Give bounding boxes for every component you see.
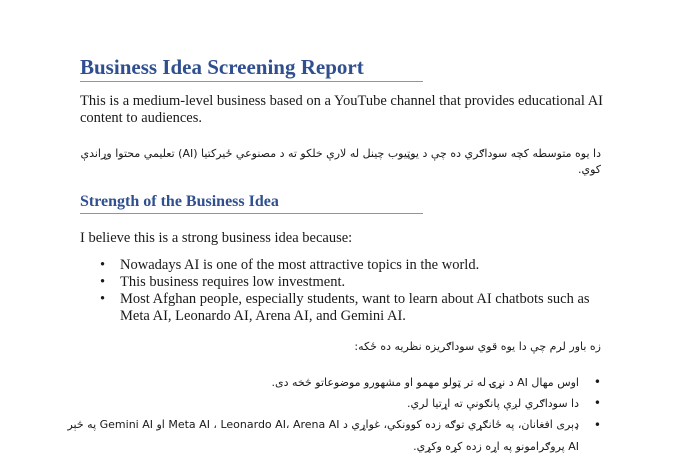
bullet-icon: • — [593, 418, 601, 432]
bullet-icon: • — [100, 274, 106, 290]
list-item — [80, 257, 620, 274]
list-item-text: This business requires low investment. — [120, 274, 346, 290]
list-item — [61, 414, 601, 458]
bullet-icon: • — [593, 375, 601, 389]
list-item-text: Nowadays AI is one of the most attractive topics in the world. — [120, 257, 480, 273]
list-item-text: دا سوداګري لږې پانګونې ته اړتیا لري. — [407, 397, 579, 410]
report-title: Business Idea Screening Report — [80, 54, 423, 82]
list-item-text: اوس مهال AI د نړۍ له تر ټولو مهمو او مشهورو موضوعاتو څخه دی. — [271, 376, 579, 389]
list-item — [80, 274, 620, 291]
section-lead-pashto: زه باور لرم چې دا یوه قوي سوداګریزه نظریه ده ځکه: — [354, 340, 601, 353]
list-item — [61, 393, 601, 414]
intro-paragraph-pashto: دا یوه متوسطه کچه سوداګري ده چې د یوټیوب چینل له لارې خلکو ته د مصنوعي ځیرکتیا (AI) تعلیمي محتوا وړاندې کوي. — [80, 147, 601, 176]
intro-paragraph-english: This is a medium-level business based on a YouTube channel that provides educational AI content to audiences. — [80, 93, 603, 126]
bullet-list-pashto — [61, 372, 601, 458]
bullet-list-english — [80, 257, 620, 325]
bullet-icon: • — [100, 257, 106, 273]
section-lead-english: I believe this is a strong business idea because: — [80, 230, 353, 246]
list-item — [80, 291, 620, 325]
bullet-icon: • — [593, 396, 601, 410]
list-item — [61, 372, 601, 393]
bullet-icon: • — [100, 291, 106, 307]
section-heading: Strength of the Business Idea — [80, 192, 423, 214]
list-item-text: ډېری افغانان، په ځانګړي توګه زده کوونکي، غواړي د Meta AI ، Leonardo AI، Arena AI او Gemini AI په څېر AI پروګرامونو په اړه زده کړه وکړي. — [67, 418, 579, 453]
list-item-text: Most Afghan people, especially students, want to learn about AI chatbots such as Meta AI, Leonardo AI, Arena AI, and Gemini AI. — [120, 291, 590, 324]
